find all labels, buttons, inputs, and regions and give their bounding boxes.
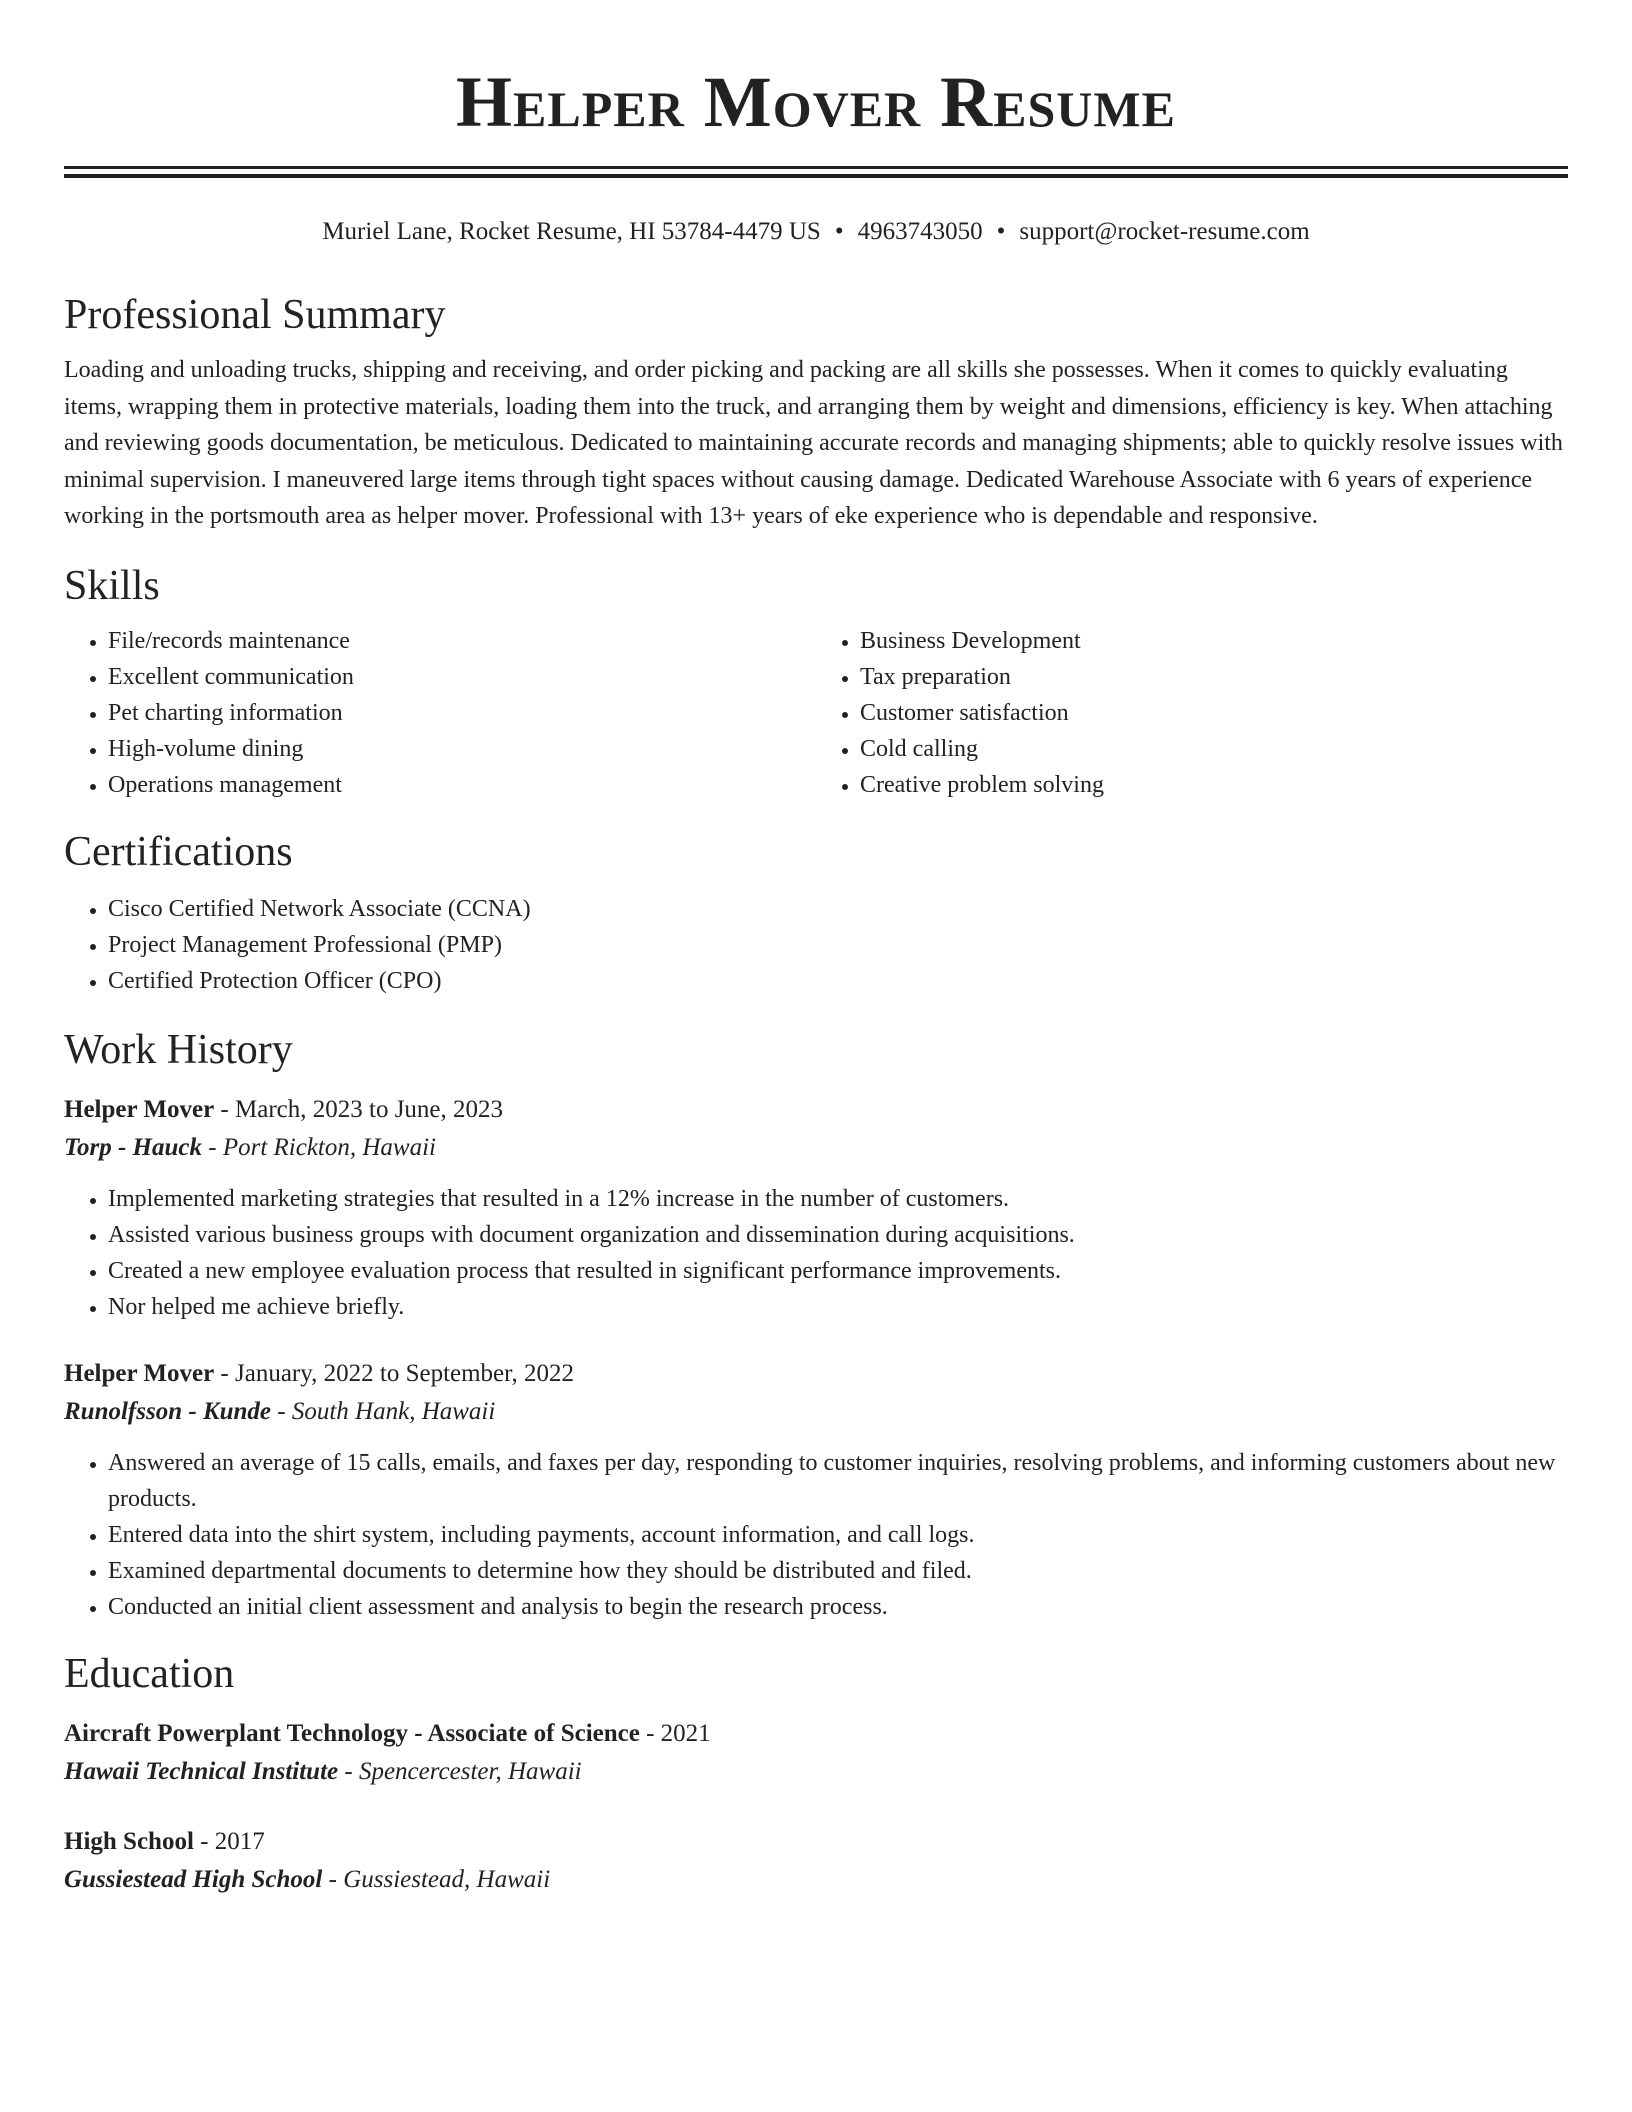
- education-dash: -: [639, 1719, 661, 1747]
- skill-item: • Tax preparation: [860, 659, 1568, 695]
- contact-email: support@rocket-resume.com: [1019, 218, 1310, 245]
- education-dash: -: [193, 1827, 215, 1855]
- page-title: Helper Mover Resume: [456, 62, 1176, 142]
- education-dash: -: [322, 1865, 344, 1893]
- contact-separator: •: [834, 218, 844, 245]
- job-location: South Hank, Hawaii: [291, 1397, 496, 1425]
- job-bullet: • Answered an average of 15 calls, emails, and faxes per day, responding to customer inquiries, resolving problems, and informing customers about new products.: [108, 1445, 1568, 1517]
- skill-item: • Operations management: [108, 767, 816, 803]
- certification-item: • Certified Protection Officer (CPO): [108, 963, 1568, 999]
- job-company: Runolfsson - Kunde: [64, 1397, 272, 1425]
- job-entry: [64, 1091, 1568, 1325]
- education-entry: [64, 1823, 1568, 1899]
- summary-heading: Professional Summary: [64, 292, 446, 338]
- job-dash: -: [201, 1133, 223, 1161]
- job-title-line: [64, 1091, 1568, 1129]
- skill-item: • Cold calling: [860, 731, 1568, 767]
- education-entry: [64, 1715, 1568, 1791]
- skill-item: • Pet charting information: [108, 695, 816, 731]
- certification-item: • Cisco Certified Network Associate (CCNA): [108, 891, 1568, 927]
- title-divider-top: [64, 166, 1568, 169]
- job-entry: [64, 1355, 1568, 1625]
- education-school: Hawaii Technical Institute: [64, 1757, 339, 1785]
- skill-item: • Business Development: [860, 623, 1568, 659]
- job-bullets: [64, 1445, 1568, 1625]
- education-year: 2017: [214, 1827, 265, 1855]
- job-dates: March, 2023 to June, 2023: [235, 1095, 504, 1123]
- job-bullet: • Nor helped me achieve briefly.: [108, 1289, 1568, 1325]
- education-school-line: [64, 1753, 1568, 1791]
- skill-item: • Creative problem solving: [860, 767, 1568, 803]
- education-school: Gussiestead High School: [64, 1865, 323, 1893]
- job-company: Torp - Hauck: [64, 1133, 202, 1161]
- education-heading: Education: [64, 1650, 235, 1697]
- certifications-list: [64, 891, 1568, 999]
- job-bullet: • Created a new employee evaluation process that resulted in significant performance improvements.: [108, 1253, 1568, 1289]
- education-degree: High School: [64, 1827, 194, 1855]
- education-year: 2021: [660, 1719, 711, 1747]
- job-dates: January, 2022 to September, 2022: [235, 1359, 574, 1387]
- contact-separator: •: [996, 218, 1006, 245]
- work-history-heading: Work History: [64, 1026, 293, 1073]
- education-location: Gussiestead, Hawaii: [343, 1865, 551, 1893]
- job-dash: -: [214, 1359, 235, 1387]
- skill-item: • File/records maintenance: [108, 623, 816, 659]
- title-divider-bottom: [64, 174, 1568, 178]
- job-location: Port Rickton, Hawaii: [222, 1133, 436, 1161]
- job-company-line: [64, 1129, 1568, 1167]
- certifications-heading: Certifications: [64, 828, 293, 875]
- skills-grid: [64, 623, 1568, 803]
- job-company-line: [64, 1393, 1568, 1431]
- certification-item: • Project Management Professional (PMP): [108, 927, 1568, 963]
- job-dash: -: [271, 1397, 292, 1425]
- job-bullet: • Examined departmental documents to determine how they should be distributed and filed.: [108, 1553, 1568, 1589]
- skills-list-right: [816, 623, 1568, 803]
- education-school-line: [64, 1861, 1568, 1899]
- skills-list-left: [64, 623, 816, 803]
- education-degree: Aircraft Powerplant Technology - Associate of Science: [64, 1719, 640, 1747]
- education-dash: -: [338, 1757, 359, 1785]
- contact-line: [64, 216, 1568, 248]
- job-role: Helper Mover: [64, 1359, 215, 1387]
- education-degree-line: [64, 1715, 1568, 1753]
- job-bullet: • Conducted an initial client assessment and analysis to begin the research process.: [108, 1589, 1568, 1625]
- job-title-line: [64, 1355, 1568, 1393]
- skills-heading: Skills: [64, 562, 160, 609]
- summary-text: Loading and unloading trucks, shipping and receiving, and order picking and packing are all skills she possesses. When it comes to quickly evaluating items, wrapping them in protective materials, loading them into the truck, and arranging them by weight and dimensions, efficiency is key. When attaching and reviewing goods documentation, be meticulous. Dedicated to maintaining accurate records and managing shipments; able to quickly resolve issues with minimal supervision. I maneuvered large items through tight spaces without causing damage. Dedicated Warehouse Associate with 6 years of experience working in the portsmouth area as helper mover. Professional with 13+ years of eke experience who is dependable and responsive.: [64, 357, 1563, 529]
- job-dash: -: [214, 1095, 235, 1123]
- education-degree-line: [64, 1823, 1568, 1861]
- skill-item: • High-volume dining: [108, 731, 816, 767]
- job-bullet: • Entered data into the shirt system, including payments, account information, and call logs.: [108, 1517, 1568, 1553]
- education-location: Spencercester, Hawaii: [358, 1757, 582, 1785]
- job-role: Helper Mover: [64, 1095, 215, 1123]
- job-bullet: • Assisted various business groups with document organization and dissemination during acquisitions.: [108, 1217, 1568, 1253]
- skill-item: • Excellent communication: [108, 659, 816, 695]
- job-bullets: [64, 1181, 1568, 1325]
- job-bullet: • Implemented marketing strategies that resulted in a 12% increase in the number of customers.: [108, 1181, 1568, 1217]
- contact-address: Muriel Lane, Rocket Resume, HI 53784-4479 US: [322, 218, 821, 245]
- contact-phone: 4963743050: [857, 218, 983, 245]
- skill-item: • Customer satisfaction: [860, 695, 1568, 731]
